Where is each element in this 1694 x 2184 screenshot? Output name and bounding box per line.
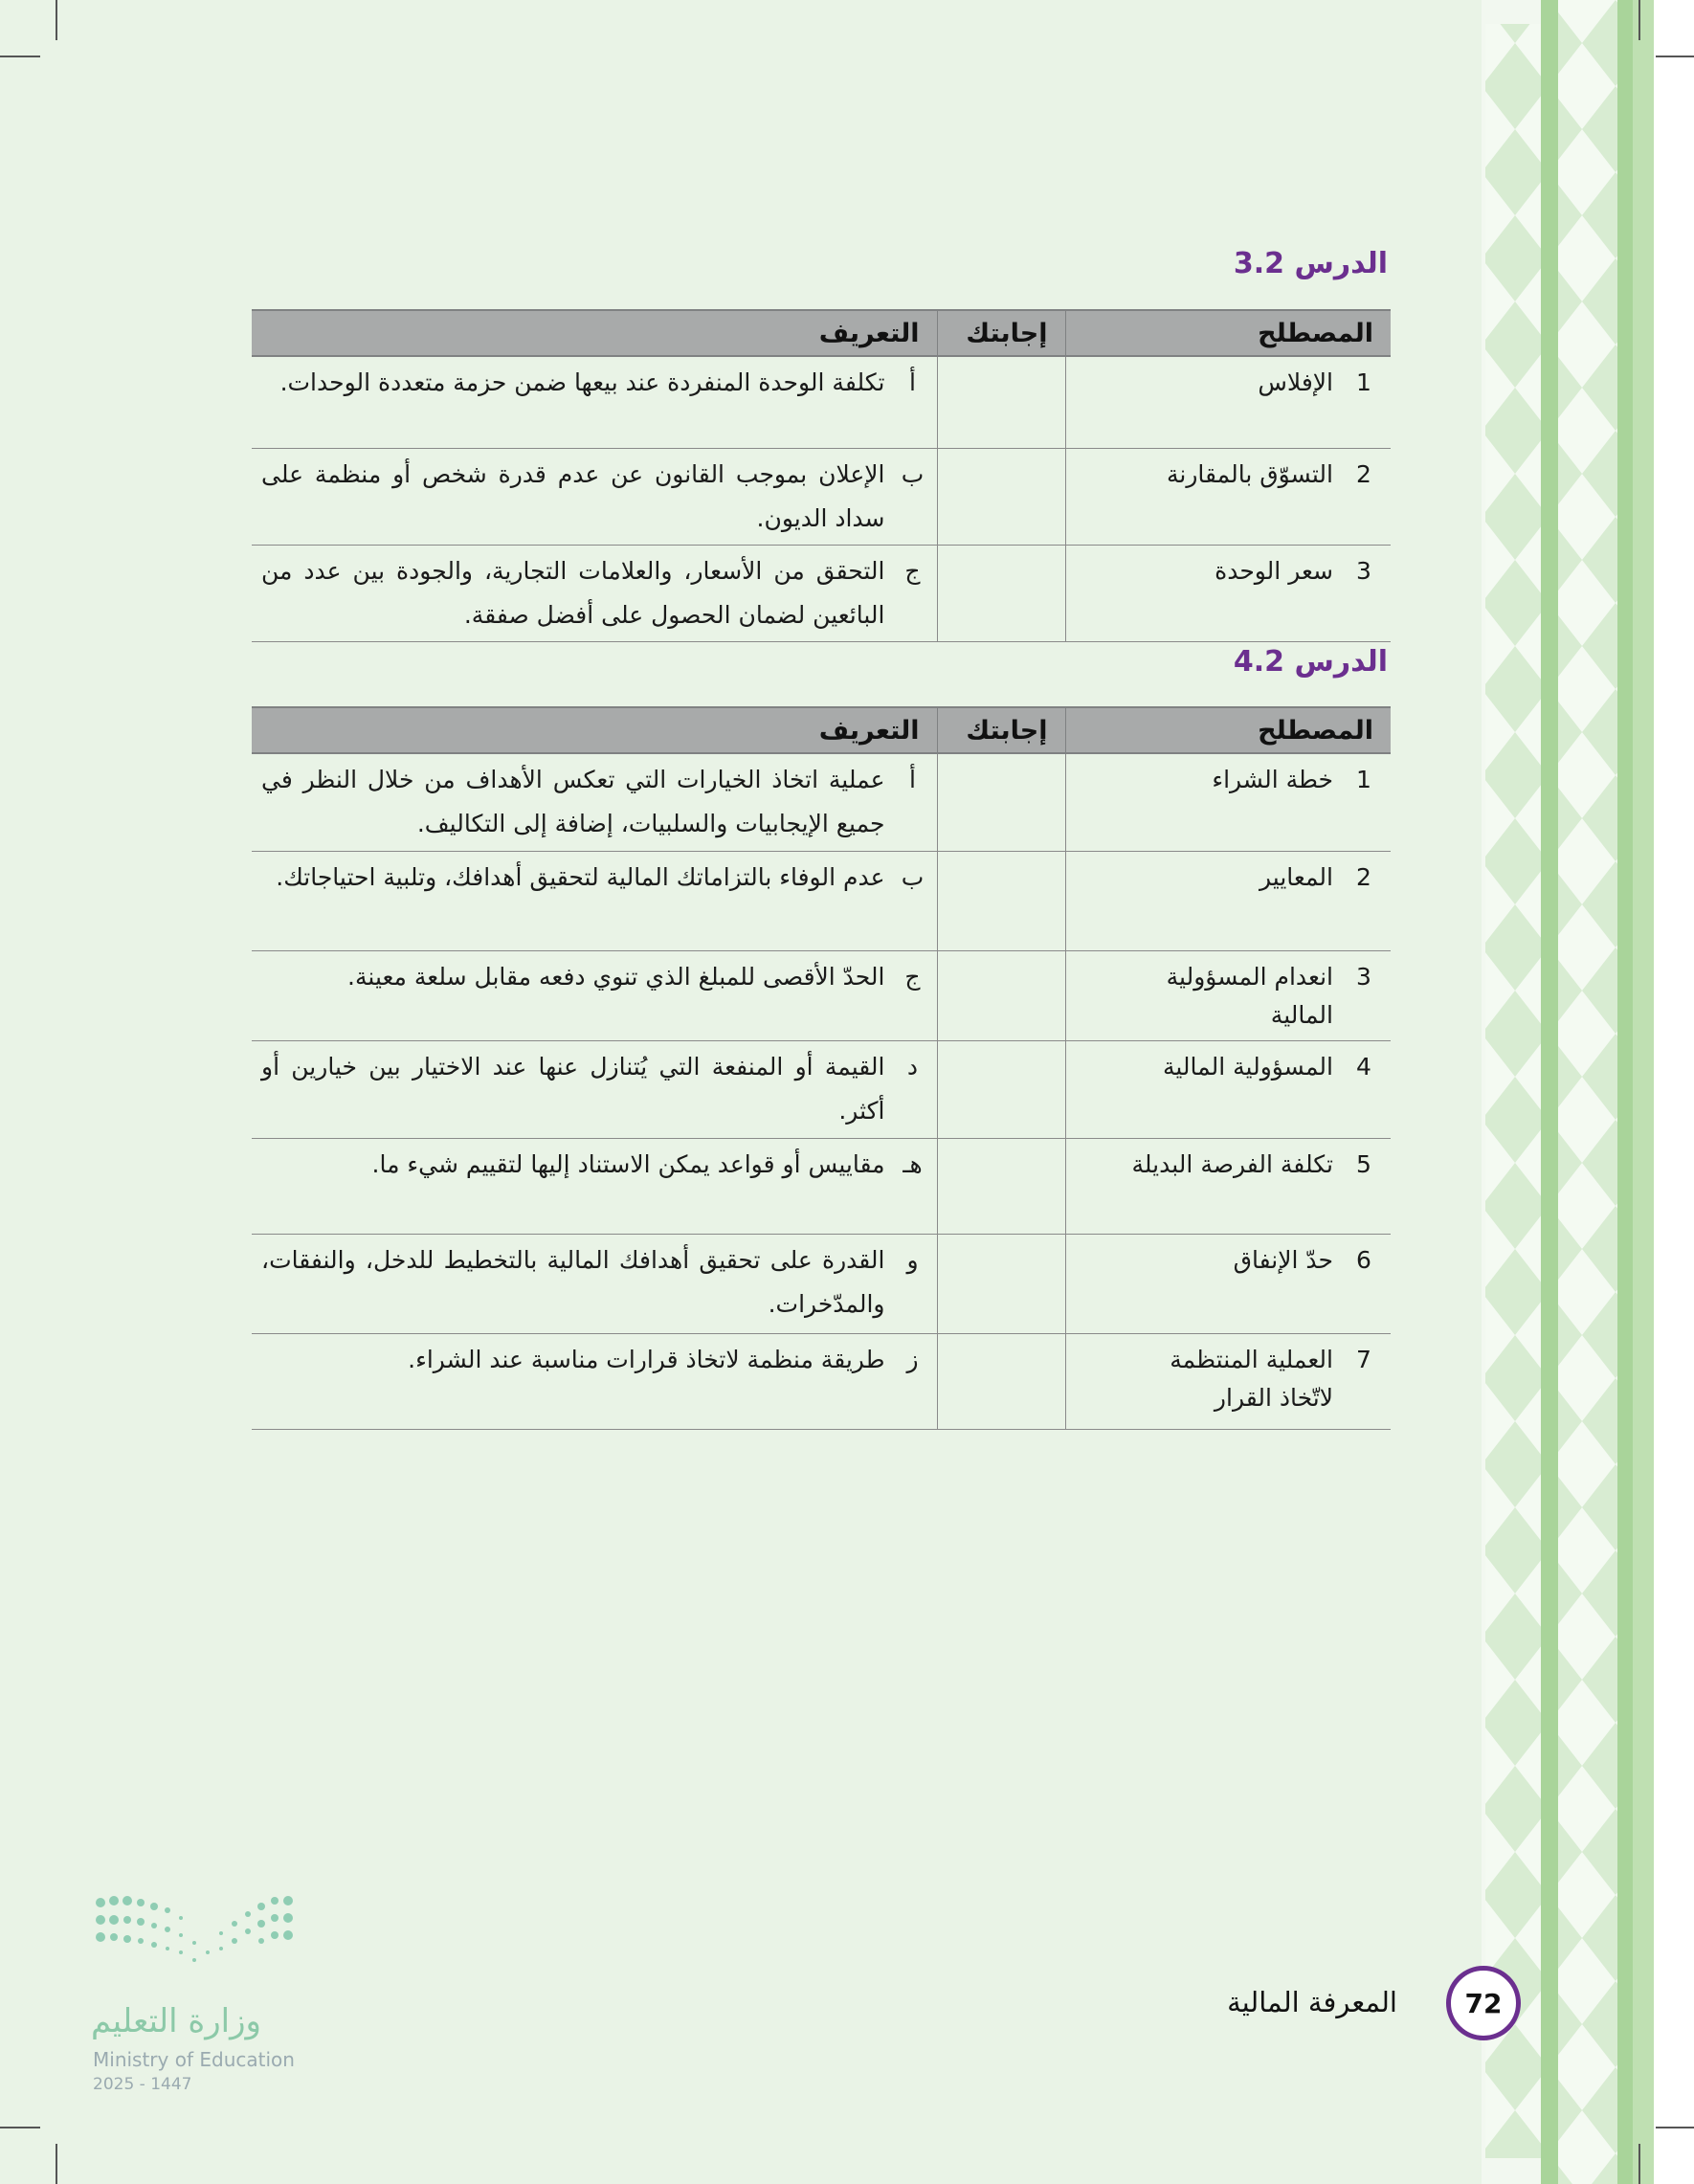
- lesson-4-2-title: الدرس 4.2: [1233, 645, 1388, 679]
- answer-field[interactable]: [937, 356, 1065, 448]
- ministry-logo-dots-icon: [91, 1885, 301, 1991]
- answer-field[interactable]: [937, 950, 1065, 1040]
- definition-text: عملية اتخاذ الخيارات التي تعكس الأهداف من خلال النظر في جميع الإيجابيات والسلبيات، إضافة إلى التكاليف.: [261, 766, 885, 837]
- crop-mark: [56, 0, 57, 40]
- page-number-badge: [1446, 1966, 1521, 2040]
- definition-text: القدرة على تحقيق أهدافك المالية بالتخطيط للدخل، والنفقات، والمدّخرات.: [261, 1245, 885, 1318]
- term-number: 2: [1356, 459, 1371, 488]
- definition-letter: ز: [906, 1345, 919, 1373]
- side-decorative-pattern: [1482, 0, 1694, 2184]
- answer-field[interactable]: [937, 1234, 1065, 1333]
- term-text: سعر الوحدة: [1215, 556, 1333, 585]
- definition-text: الحدّ الأقصى للمبلغ الذي تنوي دفعه مقابل سلعة معينة.: [347, 962, 885, 991]
- definition-letter: ب: [901, 459, 925, 488]
- definition-letter: و: [906, 1245, 919, 1274]
- table-row: [252, 545, 1391, 641]
- answer-column-header: إجابتك: [937, 707, 1065, 753]
- table-row: [252, 851, 1391, 950]
- crop-mark: [0, 2127, 40, 2128]
- ministry-year: 2025 - 1447: [93, 2075, 192, 2094]
- table-row: [252, 1040, 1391, 1138]
- term-text: انعدام المسؤولية المالية: [1166, 962, 1333, 1029]
- ministry-name-arabic: وزارة التعليم: [91, 2002, 261, 2040]
- definition-text: التحقق من الأسعار، والعلامات التجارية، والجودة بين عدد من البائعين لضمان الحصول على أفضل صفقة.: [261, 556, 885, 629]
- term-text: التسوّق بالمقارنة: [1166, 459, 1333, 488]
- table-row: [252, 1333, 1391, 1429]
- term-number: 5: [1356, 1149, 1371, 1178]
- definition-text: مقاييس أو قواعد يمكن الاستناد إليها لتقييم شيء ما.: [371, 1149, 885, 1178]
- table-row: [252, 950, 1391, 1040]
- table-row: [252, 1234, 1391, 1333]
- definition-letter: ج: [904, 556, 921, 585]
- answer-field[interactable]: [937, 1040, 1065, 1138]
- definition-letter: ب: [901, 862, 925, 891]
- page-number: 72: [1464, 1987, 1503, 2019]
- crop-mark: [1656, 56, 1694, 57]
- crop-mark: [1656, 2127, 1694, 2128]
- ministry-name-english: Ministry of Education: [93, 2048, 295, 2071]
- lesson-3-2-table: [252, 309, 1391, 642]
- table-row: [252, 753, 1391, 851]
- term-text: المعايير: [1259, 862, 1333, 891]
- table-row: [252, 1138, 1391, 1234]
- answer-field[interactable]: [937, 753, 1065, 851]
- term-column-header: المصطلح: [1065, 707, 1391, 753]
- crop-mark: [1638, 2144, 1640, 2184]
- answer-field[interactable]: [937, 448, 1065, 545]
- term-text: المسؤولية المالية: [1162, 1052, 1333, 1081]
- term-number: 1: [1356, 368, 1371, 396]
- crop-mark: [56, 2144, 57, 2184]
- term-text: تكلفة الفرصة البديلة: [1131, 1149, 1333, 1178]
- answer-field[interactable]: [937, 545, 1065, 641]
- term-text: العملية المنتظمة لاتّخاذ القرار: [1170, 1345, 1333, 1412]
- term-number: 3: [1356, 962, 1371, 991]
- term-text: حدّ الإنفاق: [1233, 1245, 1333, 1274]
- term-number: 2: [1356, 862, 1371, 891]
- definition-text: طريقة منظمة لاتخاذ قرارات مناسبة عند الشراء.: [408, 1345, 885, 1373]
- definition-text: تكلفة الوحدة المنفردة عند بيعها ضمن حزمة متعددة الوحدات.: [279, 368, 885, 396]
- definition-column-header: التعريف: [252, 707, 937, 753]
- term-number: 6: [1356, 1245, 1371, 1274]
- crop-mark: [0, 56, 40, 57]
- table-header-row: [252, 310, 1391, 356]
- table-header-row: [252, 707, 1391, 753]
- answer-field[interactable]: [937, 1333, 1065, 1429]
- definition-letter: أ: [909, 766, 916, 793]
- crop-mark: [1638, 0, 1640, 40]
- definition-text: الإعلان بموجب القانون عن عدم قدرة شخص أو منظمة على سداد الديون.: [261, 459, 885, 532]
- definition-letter: د: [906, 1052, 919, 1081]
- table-row: [252, 356, 1391, 448]
- book-title: المعرفة المالية: [1227, 1986, 1397, 2018]
- lesson-3-2-title: الدرس 3.2: [1233, 247, 1388, 280]
- definition-text: القيمة أو المنفعة التي يُتنازل عنها عند الاختيار بين خيارين أو أكثر.: [261, 1052, 885, 1125]
- lesson-4-2-table: [252, 706, 1391, 1430]
- definition-letter: ج: [904, 962, 921, 991]
- answer-field[interactable]: [937, 851, 1065, 950]
- definition-text: عدم الوفاء بالتزاماتك المالية لتحقيق أهدافك، وتلبية احتياجاتك.: [276, 862, 885, 891]
- term-number: 3: [1356, 556, 1371, 585]
- term-text: الإفلاس: [1258, 368, 1333, 396]
- term-number: 7: [1356, 1345, 1371, 1373]
- definition-letter: هـ: [903, 1149, 923, 1178]
- definition-letter: أ: [909, 368, 916, 396]
- term-number: 4: [1356, 1052, 1371, 1081]
- table-row: [252, 448, 1391, 545]
- term-text: خطة الشراء: [1212, 766, 1333, 793]
- answer-field[interactable]: [937, 1138, 1065, 1234]
- answer-column-header: إجابتك: [937, 310, 1065, 356]
- term-column-header: المصطلح: [1065, 310, 1391, 356]
- term-number: 1: [1356, 766, 1371, 793]
- definition-column-header: التعريف: [252, 310, 937, 356]
